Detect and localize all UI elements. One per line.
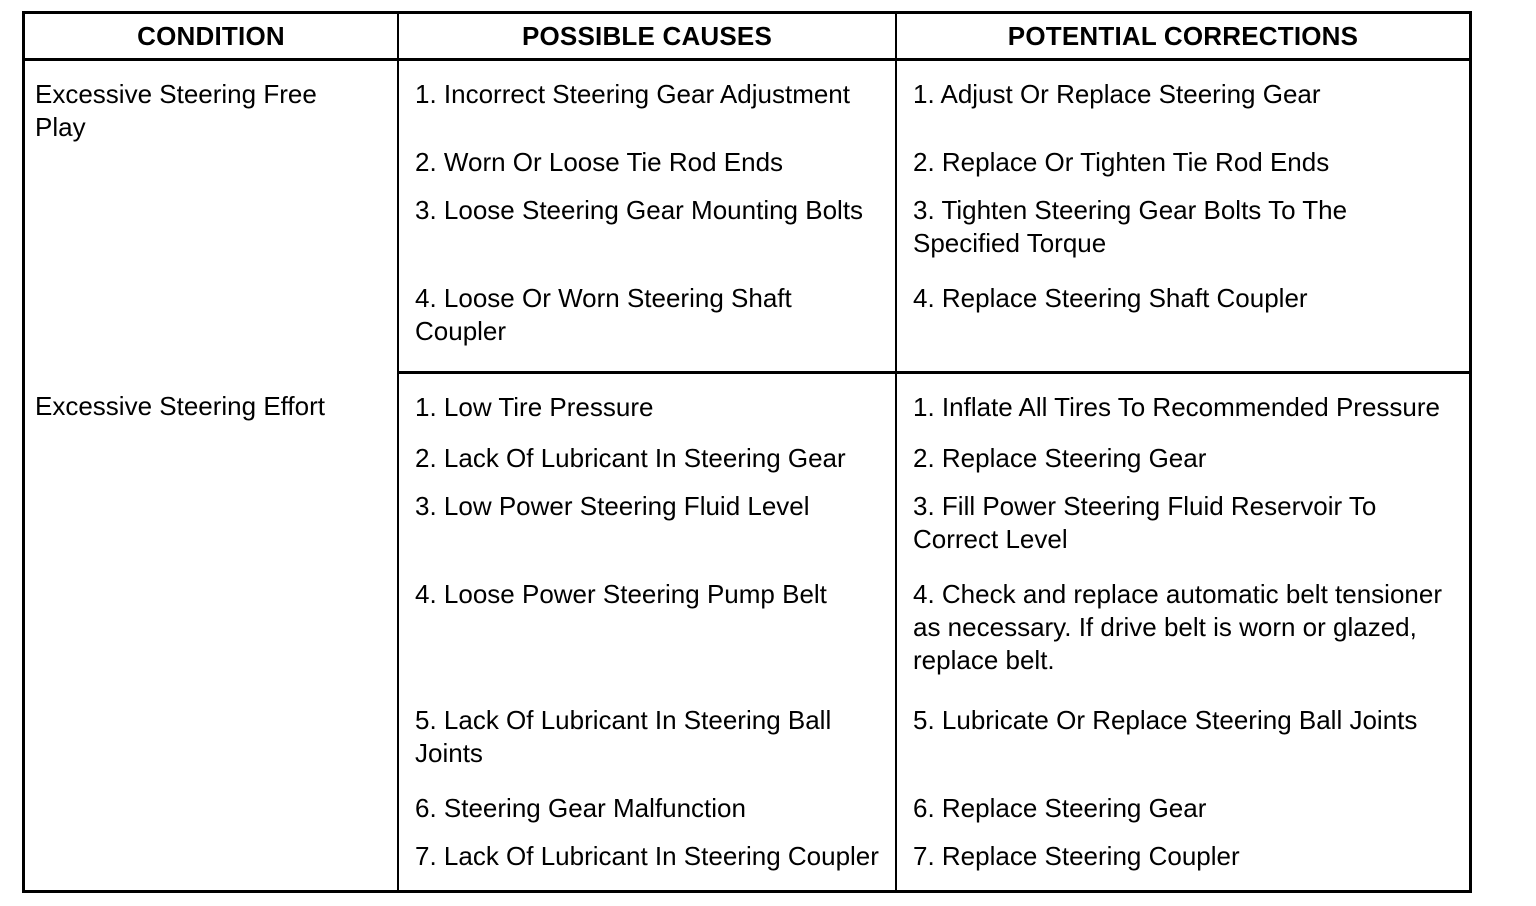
cause-cell: 4. Loose Power Steering Pump Belt	[398, 570, 896, 697]
header-row	[25, 14, 1469, 60]
correction-cell: 4. Replace Steering Shaft Coupler	[896, 274, 1469, 373]
table-row	[25, 373, 1469, 434]
condition-cell	[25, 373, 398, 890]
cause-cell: 4. Loose Or Worn Steering Shaft Coupler	[398, 274, 896, 373]
cause-cell: 2. Lack Of Lubricant In Steering Gear	[398, 434, 896, 482]
diagnosis-table-grid	[25, 14, 1469, 890]
header-possible-causes: POSSIBLE CAUSES	[398, 14, 896, 60]
correction-cell: 3. Tighten Steering Gear Bolts To The Specified Torque	[913, 195, 1348, 259]
cause-cell: 3. Loose Steering Gear Mounting Bolts	[398, 186, 896, 273]
correction-cell: 5. Lubricate Or Replace Steering Ball Joints	[913, 705, 1418, 736]
cause-cell: 6. Steering Gear Malfunction	[398, 784, 896, 832]
cause-cell: 5. Lack Of Lubricant In Steering Ball Joints	[398, 696, 896, 783]
correction-cell: 4. Check and replace automatic belt tensioner as necessary. If drive belt is worn or glazed, replace belt.	[913, 578, 1442, 675]
header-condition: CONDITION	[25, 14, 398, 60]
correction-cell: 3. Fill Power Steering Fluid Reservoir To Correct Level	[913, 491, 1377, 555]
cause-cell: 2. Worn Or Loose Tie Rod Ends	[398, 138, 896, 186]
correction-cell: 1. Inflate All Tires To Recommended Pressure	[913, 392, 1440, 423]
condition-text: Excessive Steering Free Play	[35, 79, 317, 142]
correction-cell: 1. Adjust Or Replace Steering Gear	[913, 79, 1321, 109]
diagnosis-table	[22, 11, 1472, 893]
cause-cell: 1. Low Tire Pressure	[398, 373, 896, 434]
correction-cell: 2. Replace Steering Gear	[913, 442, 1207, 473]
table-row	[25, 60, 1469, 139]
correction-cell: 2. Replace Or Tighten Tie Rod Ends	[913, 147, 1330, 177]
cause-cell: 3. Low Power Steering Fluid Level	[398, 482, 896, 569]
header-potential-corrections: POTENTIAL CORRECTIONS	[896, 14, 1469, 60]
correction-cell: 7. Replace Steering Coupler	[913, 840, 1240, 871]
cause-cell: 7. Lack Of Lubricant In Steering Coupler	[398, 832, 896, 890]
condition-cell	[25, 60, 398, 373]
condition-text: Excessive Steering Effort	[35, 390, 325, 421]
cause-cell: 1. Incorrect Steering Gear Adjustment	[398, 60, 896, 139]
correction-cell: 6. Replace Steering Gear	[913, 792, 1207, 823]
